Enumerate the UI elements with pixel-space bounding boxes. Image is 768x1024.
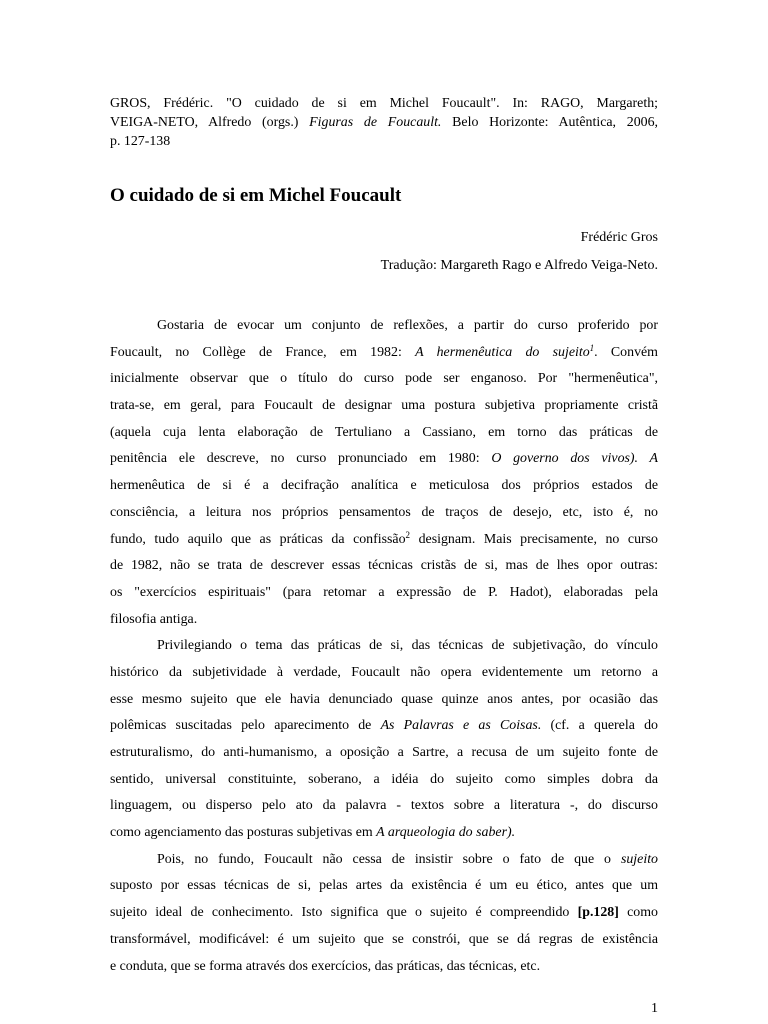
body-line: (aquela cuja lenta elaboração de Tertuliano a Cassiano, em torno das práticas de xyxy=(110,424,658,440)
article-body xyxy=(110,317,658,984)
body-line: suposto por essas técnicas de si, pelas artes da existência é um eu ético, antes que um xyxy=(110,878,658,894)
body-line: os "exercícios espirituais" (para retomar a expressão de P. Hadot), elaboradas pela xyxy=(110,584,658,600)
footnote-ref: 2 xyxy=(405,529,411,540)
body-line: Pois, no fundo, Foucault não cessa de insistir sobre o fato de que o sujeito xyxy=(157,851,658,867)
book-title: Figuras de Foucault. xyxy=(309,115,442,130)
body-line: Gostaria de evocar um conjunto de reflexões, a partir do curso proferido por xyxy=(157,318,658,333)
body-line: inicialmente observar que o título do curso pode ser enganoso. Por "hermenêutica", xyxy=(110,371,658,387)
work-title: O governo dos vivos). A xyxy=(491,451,659,467)
body-line: polêmicas suscitadas pelo aparecimento de As Palavras e as Coisas. (cf. a querela do xyxy=(110,718,658,734)
body-line: esse mesmo sujeito que ele havia denunciado quase quinze anos antes, por ocasião das xyxy=(110,691,658,707)
work-title: A arqueologia do saber). xyxy=(376,825,516,841)
bibliographic-citation xyxy=(110,94,658,151)
author-name: Frédéric Gros xyxy=(580,230,658,245)
body-line: fundo, tudo aquilo que as práticas da confissão$^2$ designam. Mais precisamente, no curso xyxy=(110,529,659,547)
body-line: Privilegiando o tema das práticas de si, das técnicas de subjetivação, do vínculo xyxy=(157,638,658,654)
body-line: filosofia antiga. xyxy=(110,611,198,627)
page-marker: [p.128] xyxy=(577,905,619,921)
body-line: consciência, a leitura nos próprios pensamentos de traços de desejo, etc, isto é, no xyxy=(110,504,658,520)
body-line: trata-se, em geral, para Foucault de designar uma postura subjetiva propriamente cristã xyxy=(110,398,658,414)
footnote-ref: 1 xyxy=(589,342,595,353)
body-line: hermenêutica de si é a decifração analítica e meticulosa dos próprios estados de xyxy=(110,478,658,494)
work-title: As Palavras e as Coisas. xyxy=(380,718,542,734)
body-line: e conduta, que se forma através dos exercícios, das práticas, das técnicas, etc. xyxy=(110,958,541,974)
article-title: O cuidado de si em Michel Foucault xyxy=(110,185,402,206)
work-title: A hermenêutica do sujeito xyxy=(415,344,590,360)
citation-line: VEIGA-NETO, Alfredo (orgs.) Figuras de Foucault. Belo Horizonte: Autêntica, 2006, xyxy=(110,115,658,130)
body-line: estruturalismo, do anti-humanismo, a oposição a Sartre, a recusa de um sujeito fonte de xyxy=(110,745,658,760)
body-line: penitência ele descreve, no curso pronunciado em 1980: O governo dos vivos). A xyxy=(110,451,659,467)
body-line: de 1982, não se trata de descrever essas técnicas cristãs de si, mas de lhes opor outras: xyxy=(110,558,658,574)
citation-line: p. 127-138 xyxy=(110,134,171,149)
body-line: sentido, universal constituinte, soberano, a idéia do sujeito como simples dobra da xyxy=(110,771,658,787)
body-line: como agenciamento das posturas subjetivas em A arqueologia do saber). xyxy=(110,825,516,841)
body-line: histórico da subjetividade à verdade, Foucault não opera evidentemente um retorno a xyxy=(110,664,658,680)
page-number: 1 xyxy=(651,1001,658,1016)
emphasis: sujeito xyxy=(620,851,658,867)
body-line: linguagem, ou disperso pelo ato da palavra - textos sobre a literatura -, do discurso xyxy=(110,798,658,814)
body-line: Foucault, no Collège de France, em 1982: A hermenêutica do sujeito$^1$. Convém xyxy=(110,342,658,360)
body-line: transformável, modificável: é um sujeito que se constrói, que se dá regras de existência xyxy=(110,931,658,947)
citation-line: GROS, Frédéric. "O cuidado de si em Michel Foucault". In: RAGO, Margareth; xyxy=(110,96,658,111)
body-line: sujeito ideal de conhecimento. Isto significa que o sujeito é compreendido [p.128] como xyxy=(110,905,658,921)
translation-credit: Tradução: Margareth Rago e Alfredo Veiga-Neto. xyxy=(380,258,658,273)
